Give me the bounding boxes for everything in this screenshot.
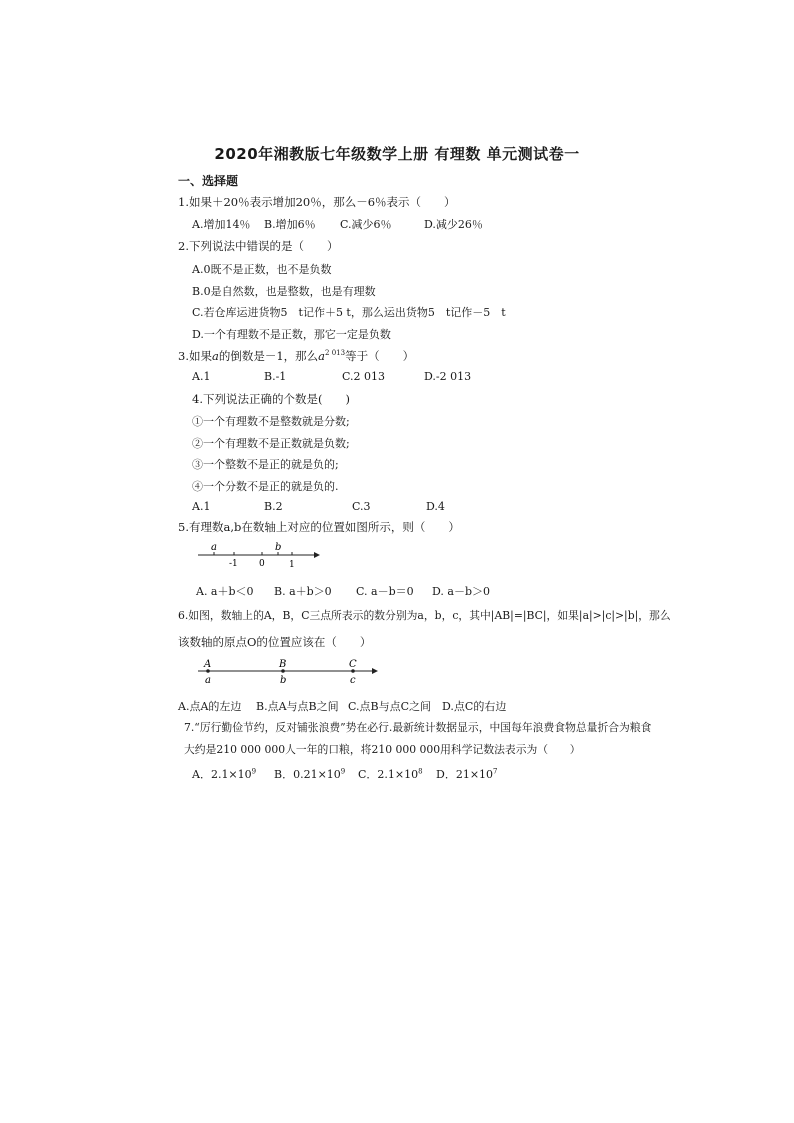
question-4-option-d: D.4 [426,500,445,513]
question-3-suffix: 等于（ ） [345,349,415,363]
question-4-option-c: C.3 [352,500,371,513]
question-2-stem: 2.下列说法中错误的是（ ） [178,239,339,253]
question-3-prefix: 3.如果 [178,349,212,363]
q7-option-b-label: B．0.21×10 [274,768,341,781]
q6-label-c: c [350,675,356,686]
question-5-number-line [196,540,326,570]
q7-option-b-exp: 9 [340,767,346,776]
q5-label-one: 1 [289,560,295,570]
question-1-option-b: B.增加6％ [264,218,316,231]
section-heading: 一、选择题 [178,174,239,188]
question-2-option-b: B.0是自然数，也是整数，也是有理数 [192,285,376,298]
question-5-option-c: C. a－b＝0 [356,585,414,598]
question-3-power-base: a [318,349,326,363]
question-3-power-exp: 2 013 [325,349,346,358]
question-4-statement-3: ③一个整数不是正的就是负的; [192,458,339,471]
question-5-option-a: A. a＋b＜0 [196,585,254,598]
q5-label-zero: 0 [259,559,265,569]
question-7-option-c [358,766,423,782]
q7-option-d-label: D．21×10 [436,768,494,781]
q6-label-B: B [279,659,287,670]
q5-label-neg1: -1 [229,559,238,569]
q5-label-a: a [211,542,217,553]
q6-label-A: A [204,659,212,670]
question-7-option-d [436,766,498,782]
question-6-option-d: D.点C的右边 [442,700,507,713]
question-2-option-d: D.一个有理数不是正数，那它一定是负数 [192,328,391,341]
question-6-option-a: A.点A的左边 [178,700,242,713]
q6-label-b: b [280,675,287,686]
page-title: 2020年湘教版七年级数学上册 有理数 单元测试卷一 [214,145,580,163]
question-3-option-a: A.1 [192,370,211,383]
question-6-number-line [198,658,382,686]
question-4-option-b: B.2 [264,500,283,513]
q7-option-d-exp: 7 [493,767,498,776]
question-3-stem [178,348,414,364]
question-3-option-b: B.-1 [264,370,287,383]
q7-option-c-label: C．2.1×10 [358,768,419,781]
question-7-option-a [192,766,256,782]
question-3-var: a [211,349,219,363]
question-3-option-d: D.-2 013 [424,370,472,383]
question-2-option-a: A.0既不是正数，也不是负数 [192,263,332,276]
question-1-option-c: C.减少6％ [340,218,392,231]
question-1-option-d: D.减少26％ [424,218,483,231]
question-4-statement-4: ④一个分数不是正的就是负的. [192,480,339,493]
q6-label-a: a [205,675,211,686]
question-6-stem-line1: 6.如图，数轴上的A，B，C三点所表示的数分别为a，b，c，其中|AB|=|BC|，如果|a|>|c|>|b|，那么 [178,609,671,622]
question-4-stem: 4.下列说法正确的个数是( ) [192,392,350,406]
question-2-option-c: C.若仓库运进货物5 t记作＋5 t，那么运出货物5 t记作－5 t [192,306,506,319]
question-5-stem: 5.有理数a,b在数轴上对应的位置如图所示，则（ ） [178,520,460,534]
q7-option-a-exp: 9 [251,767,257,776]
question-7-option-b [274,766,345,782]
q5-label-b: b [275,542,282,553]
q7-option-a-label: A．2.1×10 [192,768,252,781]
question-4-statement-1: ①一个有理数不是整数就是分数; [192,415,350,428]
question-5-option-d: D. a－b＞0 [432,585,491,598]
question-1-stem: 1.如果＋20％表示增加20％，那么－6％表示（ ） [178,195,456,209]
question-7-stem-line1: 7.“厉行勤俭节约，反对铺张浪费”势在必行.最新统计数据显示，中国每年浪费食物总量折合为粮食 [184,721,652,734]
q7-option-c-exp: 8 [418,767,423,776]
question-1-option-a: A.增加14％ [192,218,251,231]
question-5-option-b: B. a＋b＞0 [274,585,332,598]
question-3-option-c: C.2 013 [342,370,386,383]
question-6-option-c: C.点B与点C之间 [348,700,432,713]
question-6-option-b: B.点A与点B之间 [256,700,339,713]
question-7-stem-line2: 大约是210 000 000人一年的口粮，将210 000 000用科学记数法表示为（ ） [184,743,581,756]
question-4-option-a: A.1 [192,500,211,513]
question-3-mid: 的倒数是－1，那么 [218,349,319,363]
question-6-stem-line2: 该数轴的原点O的位置应该在（ ） [178,635,372,649]
q6-label-C: C [349,659,357,670]
question-4-statement-2: ②一个有理数不是正数就是负数; [192,437,350,450]
